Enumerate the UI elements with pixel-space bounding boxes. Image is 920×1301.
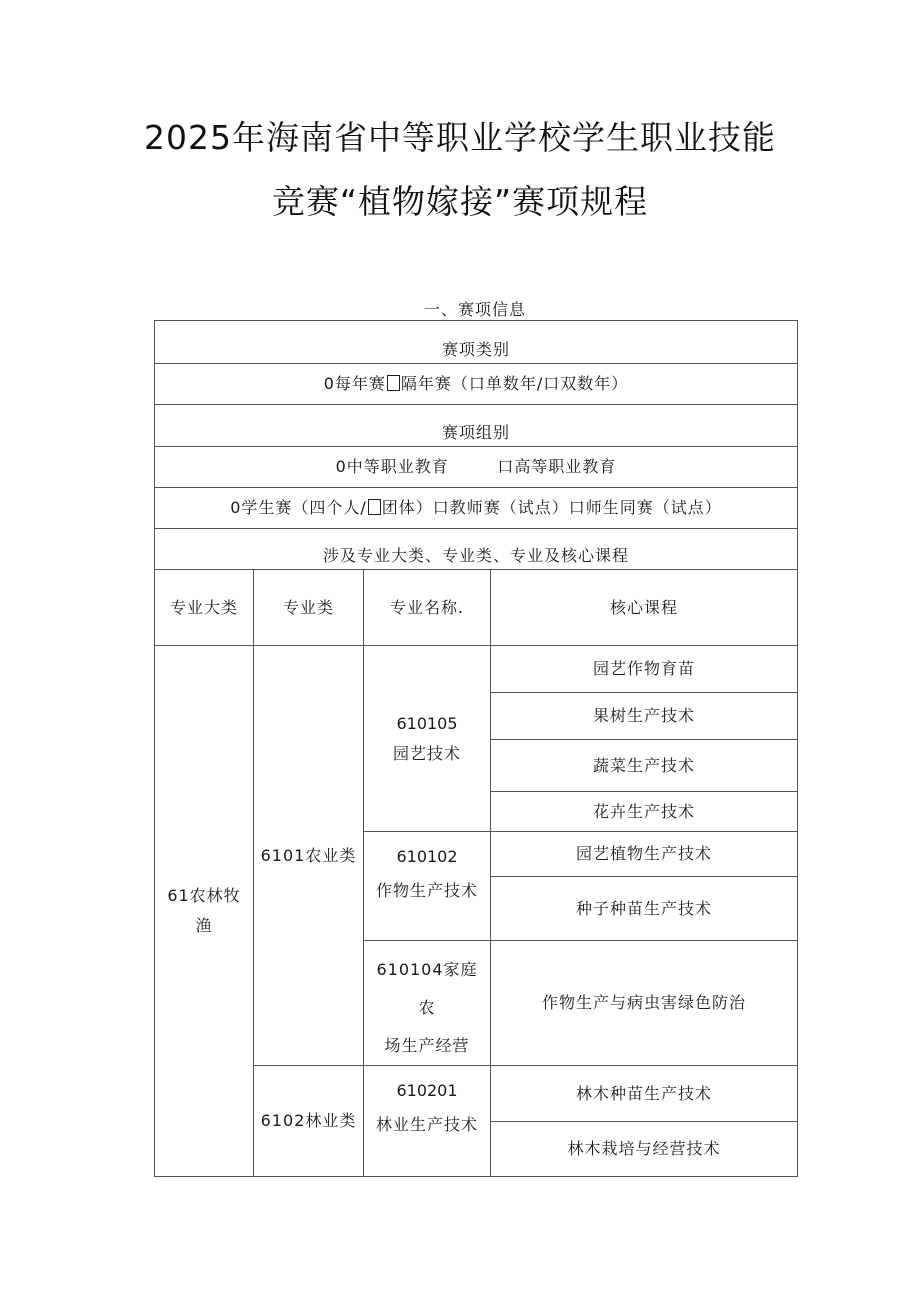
- major-code: 610201: [396, 1081, 458, 1100]
- major-name: 林业生产技术: [375, 1115, 478, 1134]
- major-class-cell: 6102林业类: [254, 1066, 364, 1177]
- group-level-options: 0中等职业教育 口高等职业教育: [155, 447, 798, 488]
- major-cell: [364, 1066, 491, 1177]
- course-cell: 园艺作物育苗: [491, 646, 798, 693]
- course-cell: 林木栽培与经营技术: [491, 1122, 798, 1177]
- course-cell: 种子种苗生产技术: [491, 877, 798, 941]
- course-cell: 林木种苗生产技术: [491, 1066, 798, 1122]
- column-header: 专业大类: [155, 570, 254, 646]
- major-class-cell: 6101农业类: [254, 646, 364, 1066]
- course-cell: 蔬菜生产技术: [491, 740, 798, 792]
- group-header: 赛项组别: [155, 405, 798, 447]
- course-cell: 园艺植物生产技术: [491, 832, 798, 877]
- major-name: 园艺技术: [392, 743, 461, 763]
- category-options: 0每年赛 隔年赛（口单数年/口双数年）: [155, 364, 798, 405]
- group-type-options: 0学生赛（四个人/ 团体）口教师赛（试点）口师生同赛（试点）: [155, 488, 798, 529]
- document-title-line-2: 竞赛“植物嫁接”赛项规程: [271, 182, 649, 221]
- competition-info-table: [154, 320, 798, 1177]
- course-cell: 作物生产与病虫害绿色防治: [491, 941, 798, 1066]
- checkbox-icon: [387, 375, 400, 391]
- column-header: 专业类: [254, 570, 364, 646]
- course-cell: 花卉生产技术: [491, 792, 798, 832]
- major-code: 610105: [396, 713, 458, 733]
- section-heading: 一、赛项信息: [423, 300, 526, 319]
- major-cell: [364, 832, 491, 941]
- major-name: 作物生产技术: [375, 881, 478, 900]
- major-cell: [364, 646, 491, 832]
- checkbox-icon: [368, 499, 381, 515]
- column-header: 专业名称.: [364, 570, 491, 646]
- major-code: 610104家庭农: [376, 960, 478, 1017]
- major-code: 610102: [396, 847, 458, 866]
- column-header: 核心课程: [491, 570, 798, 646]
- major-category-cell: 61农林牧渔: [155, 646, 254, 1177]
- category-header: 赛项类别: [155, 321, 798, 364]
- major-name: 场生产经营: [384, 1036, 470, 1055]
- majors-header: 涉及专业大类、专业类、专业及核心课程: [155, 529, 798, 570]
- course-cell: 果树生产技术: [491, 693, 798, 740]
- major-cell: [364, 941, 491, 1066]
- document-title-line-1: 2025年海南省中等职业学校学生职业技能: [144, 118, 776, 157]
